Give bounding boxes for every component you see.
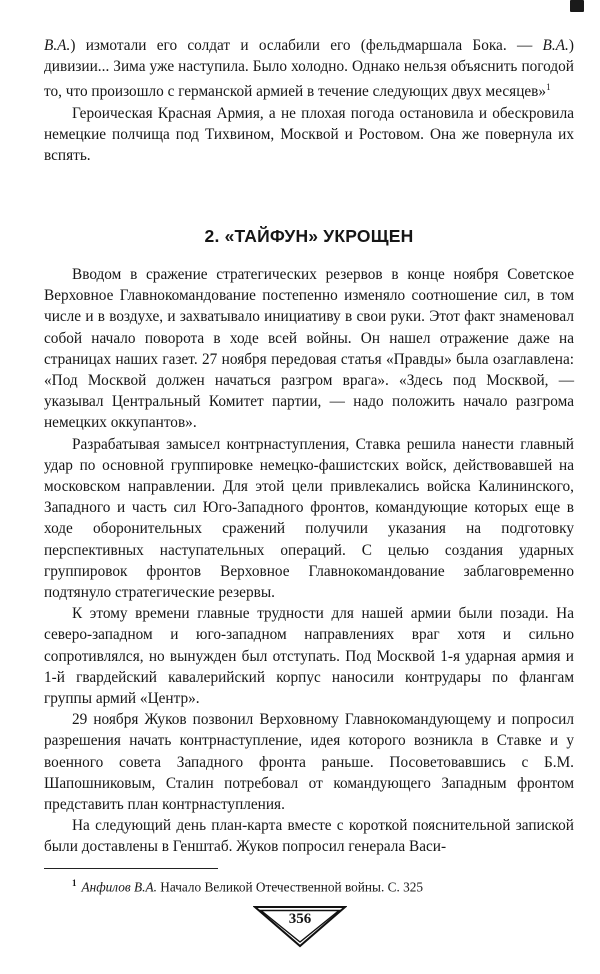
body-paragraph-1: Вводом в сражение стратегических резервов в конце ноября Советское Верховное Главнокомандование постепенно изменяло соотношение сил, в том числе и в воздухе, и захватывало инициативу в свои руки. Этот факт знаменовал собой начало поворота в ходе всей войны. Он нашел отражение даже на страницах наших газет. 27 ноября передовая статья «Правды» была озаглавлена: «Под Москвой должен начаться разгром врага». «Здесь под Москвой, — указывал Центральный Комитет партии, — надо положить начало разгрома немецких оккупантов». [44,266,574,432]
footnote-text: Начало Великой Отечественной войны. С. 325 [156,879,424,895]
scan-mark [570,0,584,12]
section-heading: 2. «ТАЙФУН» УКРОЩЕН [204,226,414,246]
main-text [44,264,574,858]
body-paragraph-4: 29 ноября Жуков позвонил Верховному Главнокомандующему и попросил разрешения начать контрнаступление, идея которого возникла в Ставке и у военного совета Западного фронта раньше. Посоветовавшись с Б.М. Шапошниковым, Сталин потребовал от командующего Западным фронтом представить план контрнаступления. [44,711,574,814]
author-initials: В.А. [44,37,71,54]
page-number-badge [253,905,347,949]
intro-text-b: ) дивизии... Зима уже наступила. Было холодно. Однако нельзя объяснить погодой то, что произошло с германской армией в течение следующих двух месяцев» [44,37,574,101]
footnote-author: Анфилов В.А. [81,879,157,895]
body-paragraph-5: На следующий день план-карта вместе с короткой пояснительной запиской были доставлены в Генштаб. Жуков попросил генерала Васи- [44,817,574,856]
page-number: 356 [288,911,312,927]
body-paragraph-2: Разрабатывая замысел контрнаступления, Ставка решила нанести главный удар по основной группировке немецко-фашистских войск, действовавшей на московском направлении. Для этой цели привлекались войска Калининского, Западного и часть сил Юго-Западного фронтов, командующие которых еще в ходе оборонительных сражений получили указания на подготовку перспективных наступательных операций. С целью создания ударных группировок фронтов Верховное Главнокомандование заблаговременно подтянуло стратегические резервы. [44,435,574,602]
intro-paragraph-1 [44,35,574,103]
footnote-divider [44,868,218,869]
body-paragraph-3: К этому времени главные трудности для нашей армии были позади. На северо-западном и юго-западном направлениях враг хотя и сильно сопротивлялся, но вынужден был отступать. Под Москвой 1-я ударная армия и 1-й гвардейский кавалерийский корпус наносили контрудары по флангам группы армий «Центр». [44,605,574,708]
author-initials-2: В.А. [542,37,569,54]
intro-text-a: ) измотали его солдат и ослабили его (фельдмаршала Бока. — [70,37,543,54]
intro-paragraph-2: Героическая Красная Армия, а не плохая погода остановила и обескровила немецкие полчища под Тихвином, Москвой и Ростовом. Она же повернула их вспять. [44,104,574,165]
footnote-ref: 1 [546,82,551,93]
intro-text [44,35,574,166]
footnote-marker: 1 [72,878,77,888]
footnote [72,875,542,895]
